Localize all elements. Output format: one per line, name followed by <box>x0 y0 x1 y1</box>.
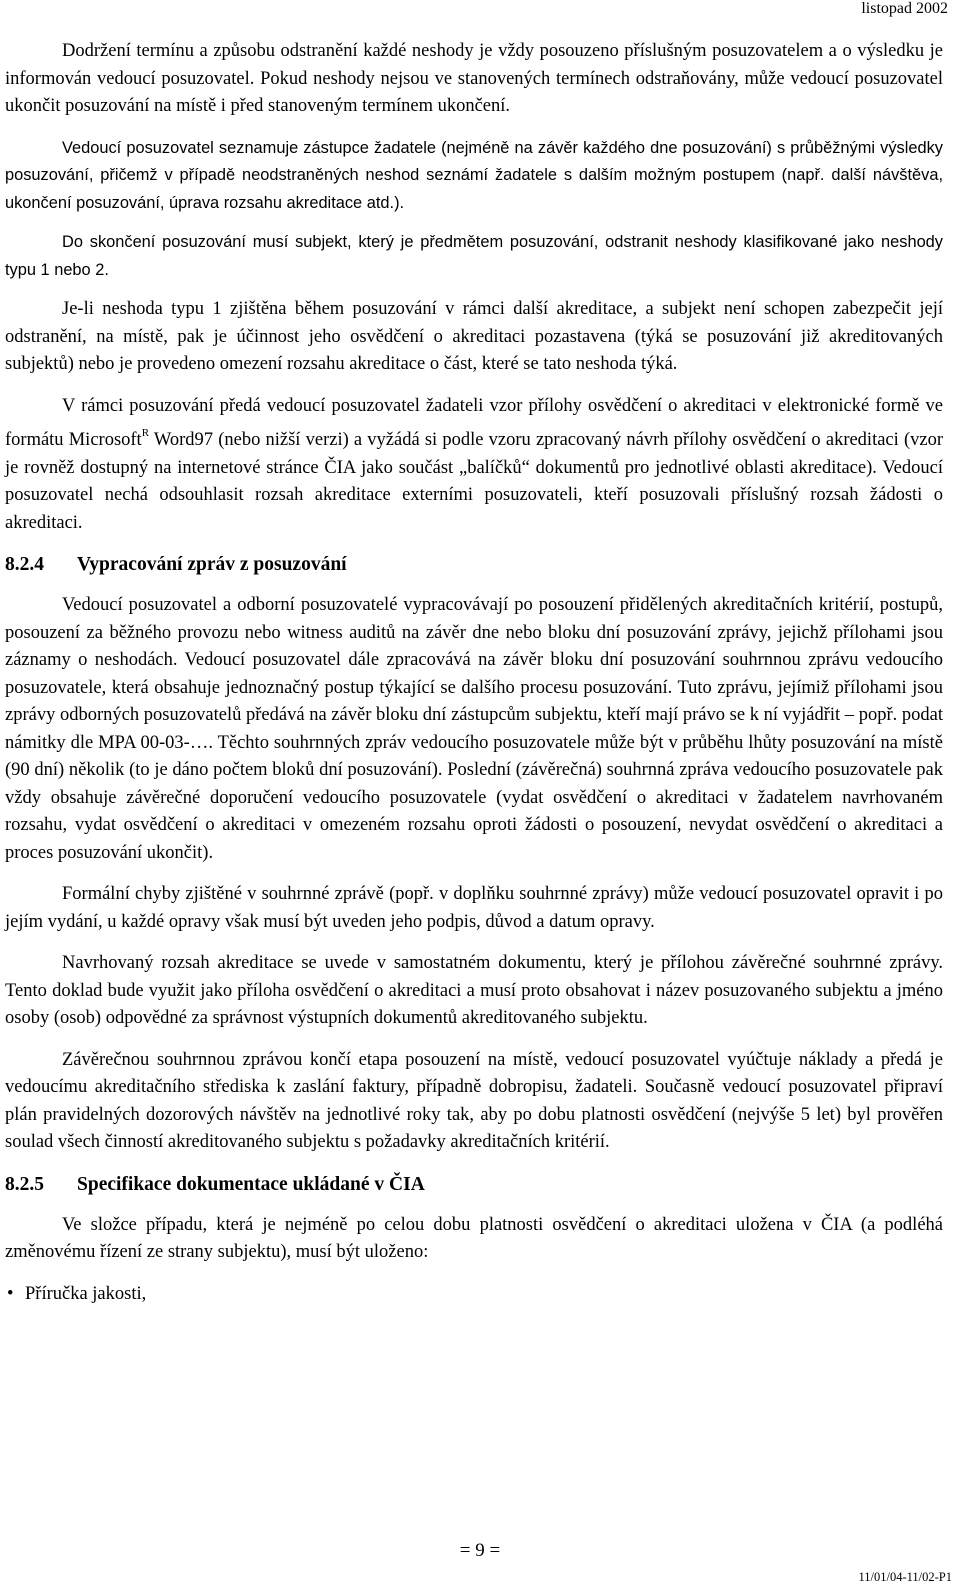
paragraph: Závěrečnou souhrnnou zprávou končí etapa posouzení na místě, vedoucí posuzovatel vyúčtuje náklady a předá je vedoucímu akreditačního střediska k zaslání faktury, případně dobropisu, žadateli. Současně vedoucí posuzovatel připraví plán pravidelných dozorových návštěv na jednotlivé roky tak, aby po dobu platnosti osvědčení (nejvýše 5 let) byl prověřen soulad všech činností akreditovaného subjektu s požadavky akreditačních kritérií. <box>5 1049 943 1152</box>
text-segment: V rámci posuzování předá vedoucí posuzovatel žadateli vzor přílohy osvědčení o akreditaci v elektronické formě ve formátu Microsoft <box>5 395 943 450</box>
list-item <box>5 1281 943 1308</box>
paragraph: Vedoucí posuzovatel a odborní posuzovatelé vypracovávají po posouzení přidělených akreditačních kritérií, postupů, posouzení za běžného provozu nebo witness auditů na závěr dne nebo bloku dní posuzování zprávy, jejichž přílohami jsou záznamy o neshodách. Vedoucí posuzovatel dále zpracovává na závěr bloku dní posuzování souhrnnou zprávu vedoucího posuzovatele, která obsahuje jednoznačný postup týkající se dalšího procesu posuzování. Tuto zprávu, jejímiž přílohami jsou zprávy odborných posuzovatelů předává na závěr bloku dní zástupcům subjektu, kteří mají právo se k ní vyjádřit – popř. podat námitky dle MPA 00-03-…. Těchto souhrnných zpráv vedoucího posuzovatele může být v průběhu lhůty posuzování na místě (90 dní) několik (to je dáno počtem bloků dní posuzování). Poslední (závěrečná) souhrnná zpráva vedoucího posuzovatele pak vždy obsahuje závěrečné doporučení vedoucího posuzovatele (vydat osvědčení o akreditaci v žadatelem navrhovaném rozsahu, vydat osvědčení o akreditaci v omezeném rozsahu oproti žádosti o posouzení, nevydat osvědčení o akreditaci a proces posuzování ukončit). <box>5 595 943 863</box>
section-number: 8.2.4 <box>5 554 44 575</box>
paragraph: Do skončení posuzování musí subjekt, který je předmětem posuzování, odstranit neshody klasifikované jako neshody typu 1 nebo 2. <box>5 233 943 279</box>
paragraph: Je-li neshoda typu 1 zjištěna během posuzování v rámci další akreditace, a subjekt není schopen zabezpečit její odstranění, na místě, pak je účinnost jeho osvědčení o akreditaci pozastavena (týká se posuzování již akreditovaných subjektů) nebo je provedeno omezení rozsahu akreditace o část, které se tato neshoda týká. <box>5 299 943 374</box>
document-body <box>5 38 943 1308</box>
document-code: 11/01/04-11/02-P1 <box>858 1570 952 1584</box>
section-number: 8.2.5 <box>5 1173 44 1195</box>
paragraph-word-template <box>5 393 943 538</box>
paragraph: Navrhovaný rozsah akreditace se uvede v samostatném dokumentu, který je přílohou závěrečné souhrnné zprávy. Tento doklad bude využit jako příloha osvědčení o akreditaci a musí proto obsahovat i název posuzovaného subjektu a jméno osoby (osob) odpovědné za správnost výstupních dokumentů akreditovaného subjektu. <box>5 953 943 1028</box>
registered-mark: R <box>141 427 150 439</box>
list-item-label: Příručka jakosti, <box>25 1283 147 1304</box>
page-number: = 9 = <box>459 1540 501 1561</box>
section-heading-825 <box>5 1171 943 1198</box>
section-title: Specifikace dokumentace ukládané v ČIA <box>77 1173 425 1195</box>
paragraph: Ve složce případu, která je nejméně po celou dobu platnosti osvědčení o akreditaci uložena v ČIA (a podléhá změnovému řízení ze strany subjektu), musí být uloženo: <box>5 1214 943 1262</box>
paragraph: Formální chyby zjištěné v souhrnné zprávě (popř. v doplňku souhrnné zprávy) může vedoucí posuzovatel opravit i po jejím vydání, u každé opravy však musí být uveden jeho podpis, důvod a datum opravy. <box>5 884 943 932</box>
bullet-icon: • <box>7 1283 14 1304</box>
paragraph: Dodržení termínu a způsobu odstranění každé neshody je vždy posouzeno příslušným posuzovatelem a o výsledku je informován vedoucí posuzovatel. Pokud neshody nejsou ve stanovených termínech odstraňovány, může vedoucí posuzovatel ukončit posuzování na místě i před stanoveným termínem ukončení. <box>5 41 943 116</box>
text-segment: Word97 (nebo nižší verzi) a vyžádá si podle vzoru zpracovaný návrh přílohy osvědčení o akreditaci (vzor je rovněž dostupný na internetové stránce ČIA jako součást „balíčků“ dokumentů pro jednotlivé oblasti akreditace). Vedoucí posuzovatel nechá odsouhlasit rozsah akreditace externími posuzovateli, kteří posuzovali příslušný rozsah žádosti o akreditaci. <box>5 430 943 533</box>
section-heading-824 <box>5 551 943 578</box>
paragraph: Vedoucí posuzovatel seznamuje zástupce žadatele (nejméně na závěr každého dne posuzování) s průběžnými výsledky posuzování, přičemž v případě neodstraněných neshod seznámí žadatele s dalším možným postupem (např. další návštěva, ukončení posuzování, úprava rozsahu akreditace atd.). <box>5 138 943 212</box>
section-title: Vypracování zpráv z posuzování <box>77 554 347 575</box>
header-date: listopad 2002 <box>861 0 948 17</box>
